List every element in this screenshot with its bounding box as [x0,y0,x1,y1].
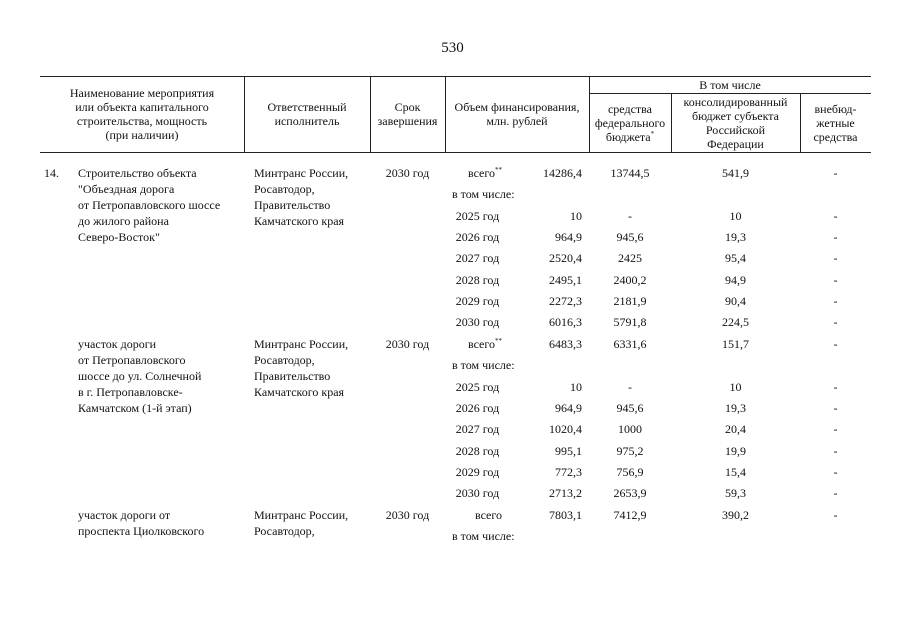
year-label: 2026 год [455,400,500,415]
total-value: 14286,4 [543,166,582,180]
year-total-value: 995,1 [555,443,582,458]
year-regional-value: 19,9 [725,443,746,458]
year-federal-value: 2653,9 [613,486,647,501]
section-responsible: Минтранс России, Росавтодор, [254,508,349,538]
total-value: 6483,3 [549,337,582,351]
regional-value: 151,7 [722,337,749,351]
section-name: Строительство объекта "Объездная дорога от Петропавловского шоссе до жилого района Северо-Восток" [78,166,221,244]
year-federal-value: 945,6 [616,229,644,244]
header-federal-label: средства федерального бюджета [594,102,666,144]
extra-value: - [833,508,838,522]
total-label-text: всего [467,166,495,180]
total-label [445,507,510,523]
total-note: ** [495,337,502,345]
regional-value: 541,9 [722,166,749,180]
year-label: 2029 год [455,293,500,308]
year-extra-value: - [833,208,838,223]
year-federal-value: 975,2 [616,443,644,458]
year-regional-value: 224,5 [722,315,749,330]
year-regional-value: 15,4 [725,464,746,479]
total-label-text: всего [474,508,502,522]
year-total-value: 2272,3 [549,293,582,308]
section-name: участок дороги от проспекта Циолковского [78,508,205,538]
year-total-value: 2520,4 [549,251,582,266]
year-label: 2028 год [455,272,500,287]
year-label: 2026 год [455,229,500,244]
year-federal-value: 1000 [618,422,642,437]
year-label: 2027 год [455,422,500,437]
extra-value: - [833,337,838,351]
header-federal [589,102,671,144]
header-responsible: Ответственный исполнитель [267,100,347,128]
year-total-value: 964,9 [555,229,582,244]
year-total-value: 964,9 [555,400,582,415]
including-label: в том числе: [452,358,515,373]
year-extra-value: - [833,229,838,244]
year-label: 2027 год [455,251,500,266]
section-number: 14. [44,166,59,180]
year-extra-value: - [833,486,838,501]
header-bottom-rule [40,152,871,153]
year-total-value: 772,3 [555,464,582,479]
year-extra-value: - [833,379,838,394]
year-extra-value: - [833,422,838,437]
header-group-label: В том числе [699,78,761,92]
federal-value: 7412,9 [613,508,647,522]
regional-value: 390,2 [722,508,749,522]
header-volume: Объем финансирования, млн. рублей [454,100,580,128]
year-total-value: 10 [570,208,582,223]
year-extra-value: - [833,293,838,308]
year-extra-value: - [833,400,838,415]
header-federal-note: * [650,130,655,138]
year-label: 2025 год [455,208,500,223]
section-deadline: 2030 год [385,337,430,351]
extra-value: - [833,166,838,180]
year-extra-value: - [833,251,838,266]
section-responsible: Минтранс России, Росавтодор, Правительство Камчатского края [254,166,349,228]
total-value: 7803,1 [549,508,582,522]
header-deadline: Срок завершения [377,100,438,128]
year-total-value: 2713,2 [549,486,582,501]
year-regional-value: 95,4 [725,251,746,266]
section-deadline: 2030 год [385,508,430,522]
total-label [445,336,510,352]
year-federal-value: 5791,8 [613,315,647,330]
year-label: 2030 год [455,315,500,330]
year-regional-value: 10 [729,208,742,223]
year-extra-value: - [833,443,838,458]
page-number: 530 [441,40,464,56]
including-label: в том числе: [452,529,515,544]
header-extra: внебюд- жетные средства [813,102,858,144]
year-total-value: 1020,4 [549,422,582,437]
year-extra-value: - [833,315,838,330]
section-responsible: Минтранс России, Росавтодор, Правительство Камчатского края [254,337,349,399]
section-name: участок дороги от Петропавловского шоссе до ул. Солнечной в г. Петропавловске- Камчатском (1-й этап) [78,337,202,415]
year-extra-value: - [833,272,838,287]
year-label: 2029 год [455,464,500,479]
year-total-value: 2495,1 [549,272,582,287]
year-federal-value: 2425 [618,251,642,266]
year-regional-value: 94,9 [725,272,746,287]
section-deadline: 2030 год [385,166,430,180]
header-regional: консолидированный бюджет субъекта Российской Федерации [683,95,788,151]
year-regional-value: 90,4 [725,293,746,308]
federal-value: 13744,5 [610,166,650,180]
year-label: 2028 год [455,443,500,458]
year-federal-value: - [628,379,632,394]
group-header-rule [589,93,871,94]
federal-value: 6331,6 [613,337,647,351]
year-regional-value: 59,3 [725,486,746,501]
year-federal-value: - [628,208,632,223]
header-name: Наименование мероприятия или объекта капитального строительства, мощность (при наличии) [69,86,215,142]
year-regional-value: 20,4 [725,422,746,437]
including-label: в том числе: [452,187,515,202]
year-federal-value: 945,6 [616,400,644,415]
year-total-value: 6016,3 [549,315,582,330]
total-label-text: всего [467,337,495,351]
year-federal-value: 2400,2 [613,272,647,287]
header-top-rule [40,76,871,77]
year-regional-value: 10 [729,379,742,394]
year-label: 2030 год [455,486,500,501]
year-total-value: 10 [570,379,582,394]
year-federal-value: 2181,9 [613,293,647,308]
year-label: 2025 год [455,379,500,394]
year-regional-value: 19,3 [725,229,746,244]
year-extra-value: - [833,464,838,479]
year-regional-value: 19,3 [725,400,746,415]
total-note: ** [495,166,502,174]
total-label [445,165,510,181]
year-federal-value: 756,9 [616,464,644,479]
